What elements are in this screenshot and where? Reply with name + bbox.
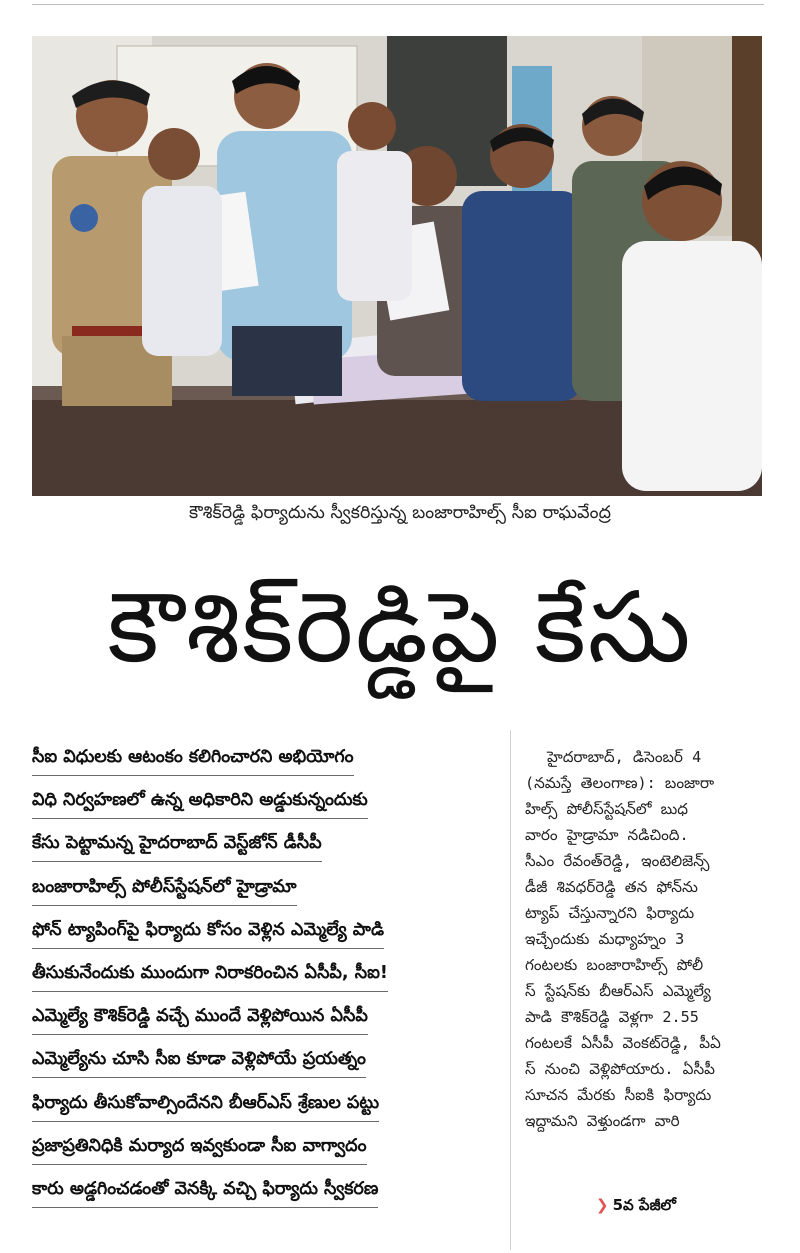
column-divider	[510, 730, 511, 1250]
body-line: హిల్స్ పోలీస్‌స్టేషన్‌లో బుధ	[525, 800, 689, 818]
continued-on-page[interactable]	[596, 1196, 676, 1218]
news-photo	[32, 36, 762, 496]
body-line: ఇచ్చేందుకు మధ్యాహ్నం 3	[525, 930, 685, 948]
article-body	[525, 744, 770, 1134]
deck-line: కారు అడ్డగించడంతో వెనక్కి వచ్చి ఫిర్యాదు స్వీకరణ	[32, 1172, 502, 1215]
body-line: హైదరాబాద్, డిసెంబర్ 4	[547, 748, 702, 766]
body-line: సూచన మేరకు సీఐకి ఫిర్యాదు	[525, 1086, 712, 1104]
body-line: గంటలకే ఏసీపీ వెంకట్‌రెడ్డి, పీఏ	[525, 1034, 721, 1052]
body-line: పాడి కౌశిక్‌రెడ్డి వెళ్లగా 2.55	[525, 1008, 699, 1026]
deck-line: తీసుకునేందుకు ముందుగా నిరాకరించిన ఏసీపీ, సీఐ!	[32, 956, 502, 999]
deck-line: ఎమ్మెల్యే కౌశిక్‌రెడ్డి వచ్చే ముందే వెళ్లిపోయిన ఏసీపీ	[32, 999, 502, 1042]
body-line: డీజీ శివధర్‌రెడ్డి తన ఫోన్‌ను	[525, 878, 698, 896]
deck-line: ప్రజాప్రతినిధికి మర్యాద ఇవ్వకుండా సీఐ వాగ్వాదం	[32, 1129, 502, 1172]
photo-caption: కౌశిక్‌రెడ్డి ఫిర్యాదును స్వీకరిస్తున్న బంజారాహిల్స్‌ సీఐ రాఘవేంద్ర	[188, 503, 612, 523]
deck-line: ఫిర్యాదు తీసుకోవాల్సిందేనని బీఆర్‌ఎస్ శ్రేణుల పట్టు	[32, 1086, 502, 1129]
body-line: వారం హైడ్రామా నడిచింది.	[525, 826, 689, 844]
body-line: ఇద్దామని వెళ్తుండగా వారి	[525, 1112, 680, 1130]
headline: కౌశిక్‌రెడ్డిపై కేసు	[107, 571, 693, 685]
deck-line: ఫోన్ ట్యాపింగ్‌పై ఫిర్యాదు కోసం వెళ్లిన ఎమ్మెల్యే పాడి	[32, 913, 502, 956]
deck-line: బంజారాహిల్స్ పోలీస్‌స్టేషన్‌లో హైడ్రామా	[32, 870, 502, 913]
body-line: ట్యాప్ చేస్తున్నారని ఫిర్యాదు	[525, 904, 695, 922]
top-rule	[32, 4, 764, 5]
body-line: (నమస్తే తెలంగాణ): బంజారా	[525, 774, 715, 792]
body-line: స్ నుంచి వెళ్లిపోయారు. ఏసీపీ	[525, 1060, 715, 1078]
deck-line: విధి నిర్వహణలో ఉన్న అధికారిని అడ్డుకున్నందుకు	[32, 783, 502, 826]
body-line: గంటలకు బంజారాహిల్స్ పోలీ	[525, 956, 704, 974]
deck-line: సీఐ విధులకు ఆటంకం కలిగించారని అభియోగం	[32, 740, 502, 783]
continued-label: 5వ పేజీలో	[612, 1196, 676, 1214]
deck-line: ఎమ్మెల్యేను చూసి సీఐ కూడా వెళ్లిపోయే ప్రయత్నం	[32, 1042, 502, 1085]
body-line: స్ స్టేషన్‌కు బీఆర్‌ఎస్ ఎమ్మెల్యే	[525, 982, 711, 1000]
body-line: సీఎం రేవంత్‌రెడ్డి, ఇంటెలిజెన్స్	[525, 852, 710, 870]
arrow-right-icon: ❯	[596, 1196, 609, 1214]
deck-line: కేసు పెట్టామన్న హైదరాబాద్ వెస్ట్‌జోన్ డీసీపీ	[32, 826, 502, 869]
deck-highlights	[32, 740, 502, 1215]
